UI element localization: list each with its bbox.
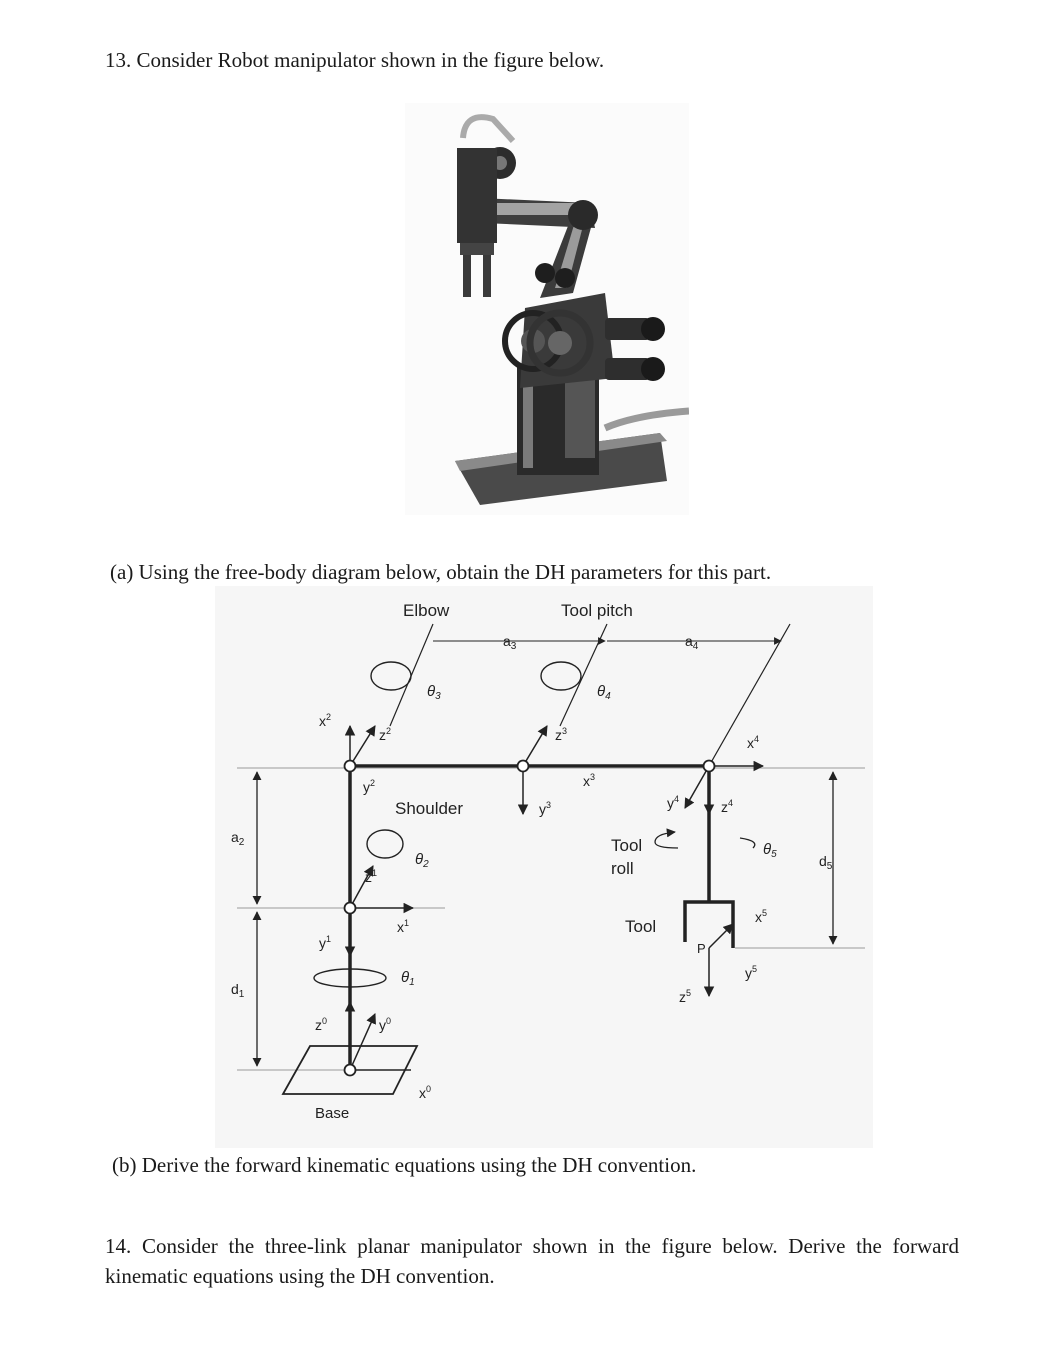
theta5-label: $\theta_5$: [763, 841, 777, 860]
x1-label: $x^1$: [397, 918, 410, 935]
question-14-text: 14. Consider the three-link planar manipulator shown in the figure below. Derive the forward kinematic equations using the DH convention.: [105, 1234, 959, 1288]
z5-label: $z^5$: [679, 988, 692, 1005]
x3-label: $x^3$: [583, 772, 596, 789]
tool-roll-label-line-2: roll: [611, 859, 634, 878]
free-body-diagram: [215, 586, 873, 1148]
question-13a-text: (a) Using the free-body diagram below, obtain the DH parameters for this part.: [110, 560, 772, 584]
base-label: Base: [315, 1105, 350, 1122]
theta4-label: $\theta_4$: [597, 683, 611, 702]
shoulder-label: Shoulder: [395, 799, 464, 818]
question-13-text: 13. Consider Robot manipulator shown in the figure below.: [105, 48, 605, 72]
a3-label: $a_3$: [503, 633, 517, 652]
theta1-label: $\theta_1$: [401, 969, 415, 988]
robot-arm-photo-icon: [405, 103, 689, 515]
theta2-label: $\theta_2$: [415, 851, 429, 870]
y0-label: $y^0$: [379, 1016, 392, 1033]
y1-label: $y^1$: [319, 934, 332, 951]
tool-pitch-label: Tool pitch: [561, 601, 633, 620]
y2-label: $y^2$: [363, 778, 376, 795]
d5-label: $d_5$: [819, 853, 833, 872]
x2-label: $x^2$: [319, 712, 332, 729]
theta3-label: $\theta_3$: [427, 683, 441, 702]
tool-roll-label-line-1: Tool: [611, 836, 643, 855]
d1-label: $d_1$: [231, 981, 245, 1000]
question-13b-text: (b) Derive the forward kinematic equations using the DH convention.: [112, 1153, 697, 1177]
z4-label: $z^4$: [721, 798, 734, 815]
elbow-label: Elbow: [403, 601, 450, 620]
z2-label: $z^2$: [379, 726, 392, 743]
tool-label: Tool: [625, 917, 657, 936]
a2-label: $a_2$: [231, 829, 245, 848]
z0-label: $z^0$: [315, 1016, 328, 1033]
a4-label: $a_4$: [685, 633, 699, 652]
y5-label: $y^5$: [745, 964, 758, 981]
z3-label: $z^3$: [555, 726, 568, 743]
y4-label: $y^4$: [667, 794, 680, 811]
x5-label: $x^5$: [755, 908, 768, 925]
x4-label: $x^4$: [747, 734, 760, 751]
x0-label: $x^0$: [419, 1084, 432, 1101]
point-p-label: P: [697, 941, 706, 956]
z1-label: $z^1$: [365, 868, 378, 885]
y3-label: $y^3$: [539, 800, 552, 817]
